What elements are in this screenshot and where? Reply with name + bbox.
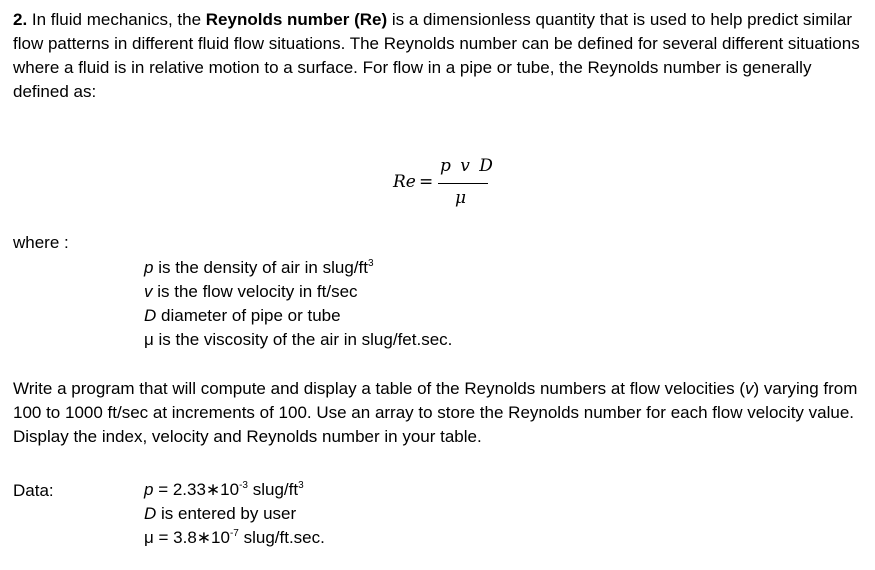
definition-text: is the flow velocity in ft/sec (152, 282, 358, 301)
task-variable: v (744, 379, 754, 398)
definition-text: is the viscosity of the air in slug/fet.sec. (153, 330, 453, 349)
symbol-p: p (144, 480, 154, 499)
reynolds-term: Reynolds number (Re) (205, 10, 388, 29)
intro-text-2: is a dimensionless quantity that is used to help predict similar flow patterns in different fluid flow situations. The Reynolds number can be defined for several different situations where a fluid is in relative motion to a surface. For flow in a pipe or tube, the Reynolds number is generally defined as: (13, 10, 860, 101)
superscript: 3 (367, 258, 374, 269)
problem-intro (13, 8, 865, 104)
symbol-mu: μ (144, 528, 154, 547)
equation-numerator: p v D (440, 156, 495, 176)
definition-density (144, 256, 452, 280)
data-unit: slug/ft (248, 480, 299, 499)
data-text: = 2.33∗10 (153, 480, 240, 499)
task-text-2: ) varying from 100 to 1000 ft/sec at increments of 100. Use an array to store the Reynolds number for each flow velocity value. Display the index, velocity and Reynolds number in your table. (13, 379, 858, 446)
data-diameter (144, 502, 325, 526)
data-label: Data: (13, 481, 54, 500)
fraction-bar (438, 183, 488, 184)
symbol-v: v (144, 282, 153, 301)
data-unit: slug/ft.sec. (238, 528, 325, 547)
task-text-1: Write a program that will compute and display a table of the Reynolds numbers at flow velocities ( (13, 379, 745, 398)
variable-definitions (144, 256, 452, 352)
where-label: where : (13, 233, 69, 252)
symbol-d: D (144, 504, 157, 523)
symbol-mu: μ (144, 330, 154, 349)
data-values (144, 478, 325, 550)
problem-number: 2. (13, 10, 28, 29)
equation-lhs: Re (393, 172, 416, 192)
data-viscosity (144, 526, 325, 550)
definition-text: diameter of pipe or tube (156, 306, 341, 325)
intro-text-1: In fluid mechanics, the (27, 10, 206, 29)
definition-velocity (144, 280, 452, 304)
exponent: -3 (239, 480, 248, 491)
definition-text: is the density of air in slug/ft (153, 258, 368, 277)
equation-denominator: μ (455, 188, 467, 208)
data-density (144, 478, 325, 502)
symbol-p: p (144, 258, 154, 277)
task-description (13, 377, 865, 449)
data-text: is entered by user (156, 504, 297, 523)
symbol-d: D (144, 306, 157, 325)
reynolds-equation (393, 156, 503, 216)
exponent: -7 (229, 528, 239, 539)
unit-exponent: 3 (298, 480, 304, 491)
data-text: = 3.8∗10 (153, 528, 230, 547)
equation-equals: = (419, 172, 434, 192)
definition-viscosity (144, 328, 452, 352)
definition-diameter (144, 304, 452, 328)
